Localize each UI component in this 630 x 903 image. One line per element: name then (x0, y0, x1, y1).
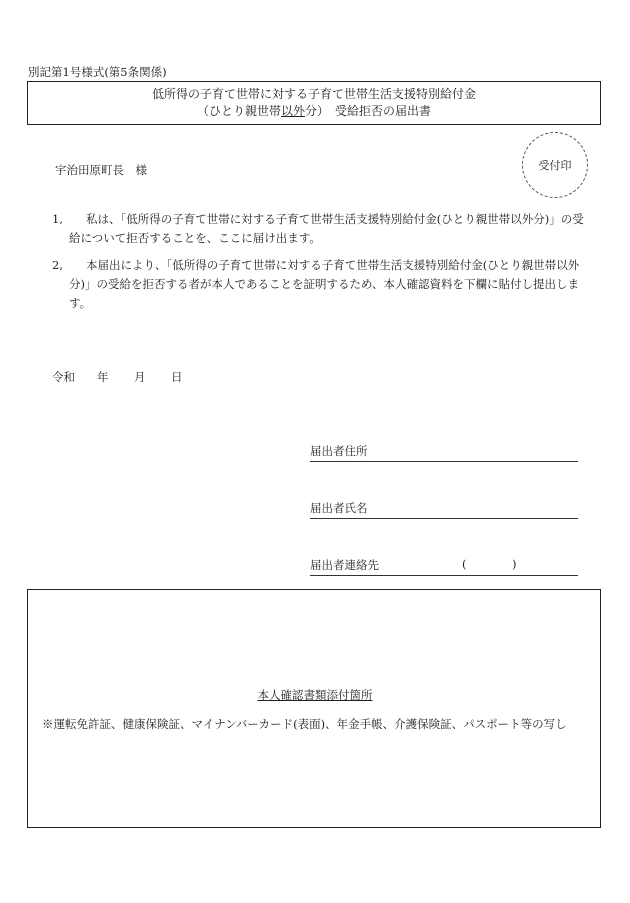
date-month: 月 (134, 370, 146, 384)
recipient: 宇治田原町長 様 (55, 163, 147, 177)
stamp-label: 受付印 (538, 159, 572, 172)
date-era: 令和 (52, 370, 75, 384)
document-title (27, 81, 601, 125)
date-year: 年 (97, 370, 109, 384)
applicant-name-field[interactable] (310, 500, 578, 519)
title-line-2-underlined: 以外 (280, 104, 305, 118)
reception-stamp-area (522, 132, 588, 198)
paren-open: ( (462, 557, 467, 571)
paren-close: ) (512, 557, 517, 571)
id-attachment-area[interactable] (27, 589, 601, 828)
attachment-note: ※運転免許証、健康保険証、マイナンバーカード(表面)、年金手帳、介護保険証、パスポート等の写し (42, 717, 567, 731)
field-label: 届出者氏名 (310, 501, 368, 515)
date-line (52, 369, 183, 385)
statement-item-2 (52, 256, 587, 313)
title-line-2-post: 分） 受給拒否の届出書 (305, 104, 432, 118)
field-label: 届出者住所 (310, 444, 368, 458)
item-number: 1, (52, 212, 63, 226)
attachment-title (0, 687, 630, 703)
form-label: 別記第1号様式(第5条関係) (28, 65, 167, 79)
title-line-1: 低所得の子育て世帯に対する子育て世帯生活支援特別給付金 (151, 87, 476, 101)
attachment-title-text: 本人確認書類添付箇所 (257, 688, 373, 702)
item-number: 2, (52, 258, 63, 272)
statement-item-1 (52, 210, 587, 248)
item-text: 私は、「低所得の子育て世帯に対する子育て世帯生活支援特別給付金(ひとり親世帯以外分)」の受給について拒否することを、ここに届け出ます。 (69, 212, 584, 245)
date-day: 日 (171, 370, 183, 384)
applicant-address-field[interactable] (310, 443, 578, 462)
item-text: 本届出により、「低所得の子育て世帯に対する子育て世帯生活支援特別給付金(ひとり親世帯以外分)」の受給を拒否する者が本人であることを証明するため、本人確認資料を下欄に貼付し提出します。 (69, 258, 580, 310)
field-label: 届出者連絡先 (310, 558, 379, 572)
title-line-2-pre: （ひとり親世帯 (196, 104, 281, 118)
applicant-contact-field[interactable] (310, 557, 578, 576)
title-line-2 (28, 103, 600, 120)
